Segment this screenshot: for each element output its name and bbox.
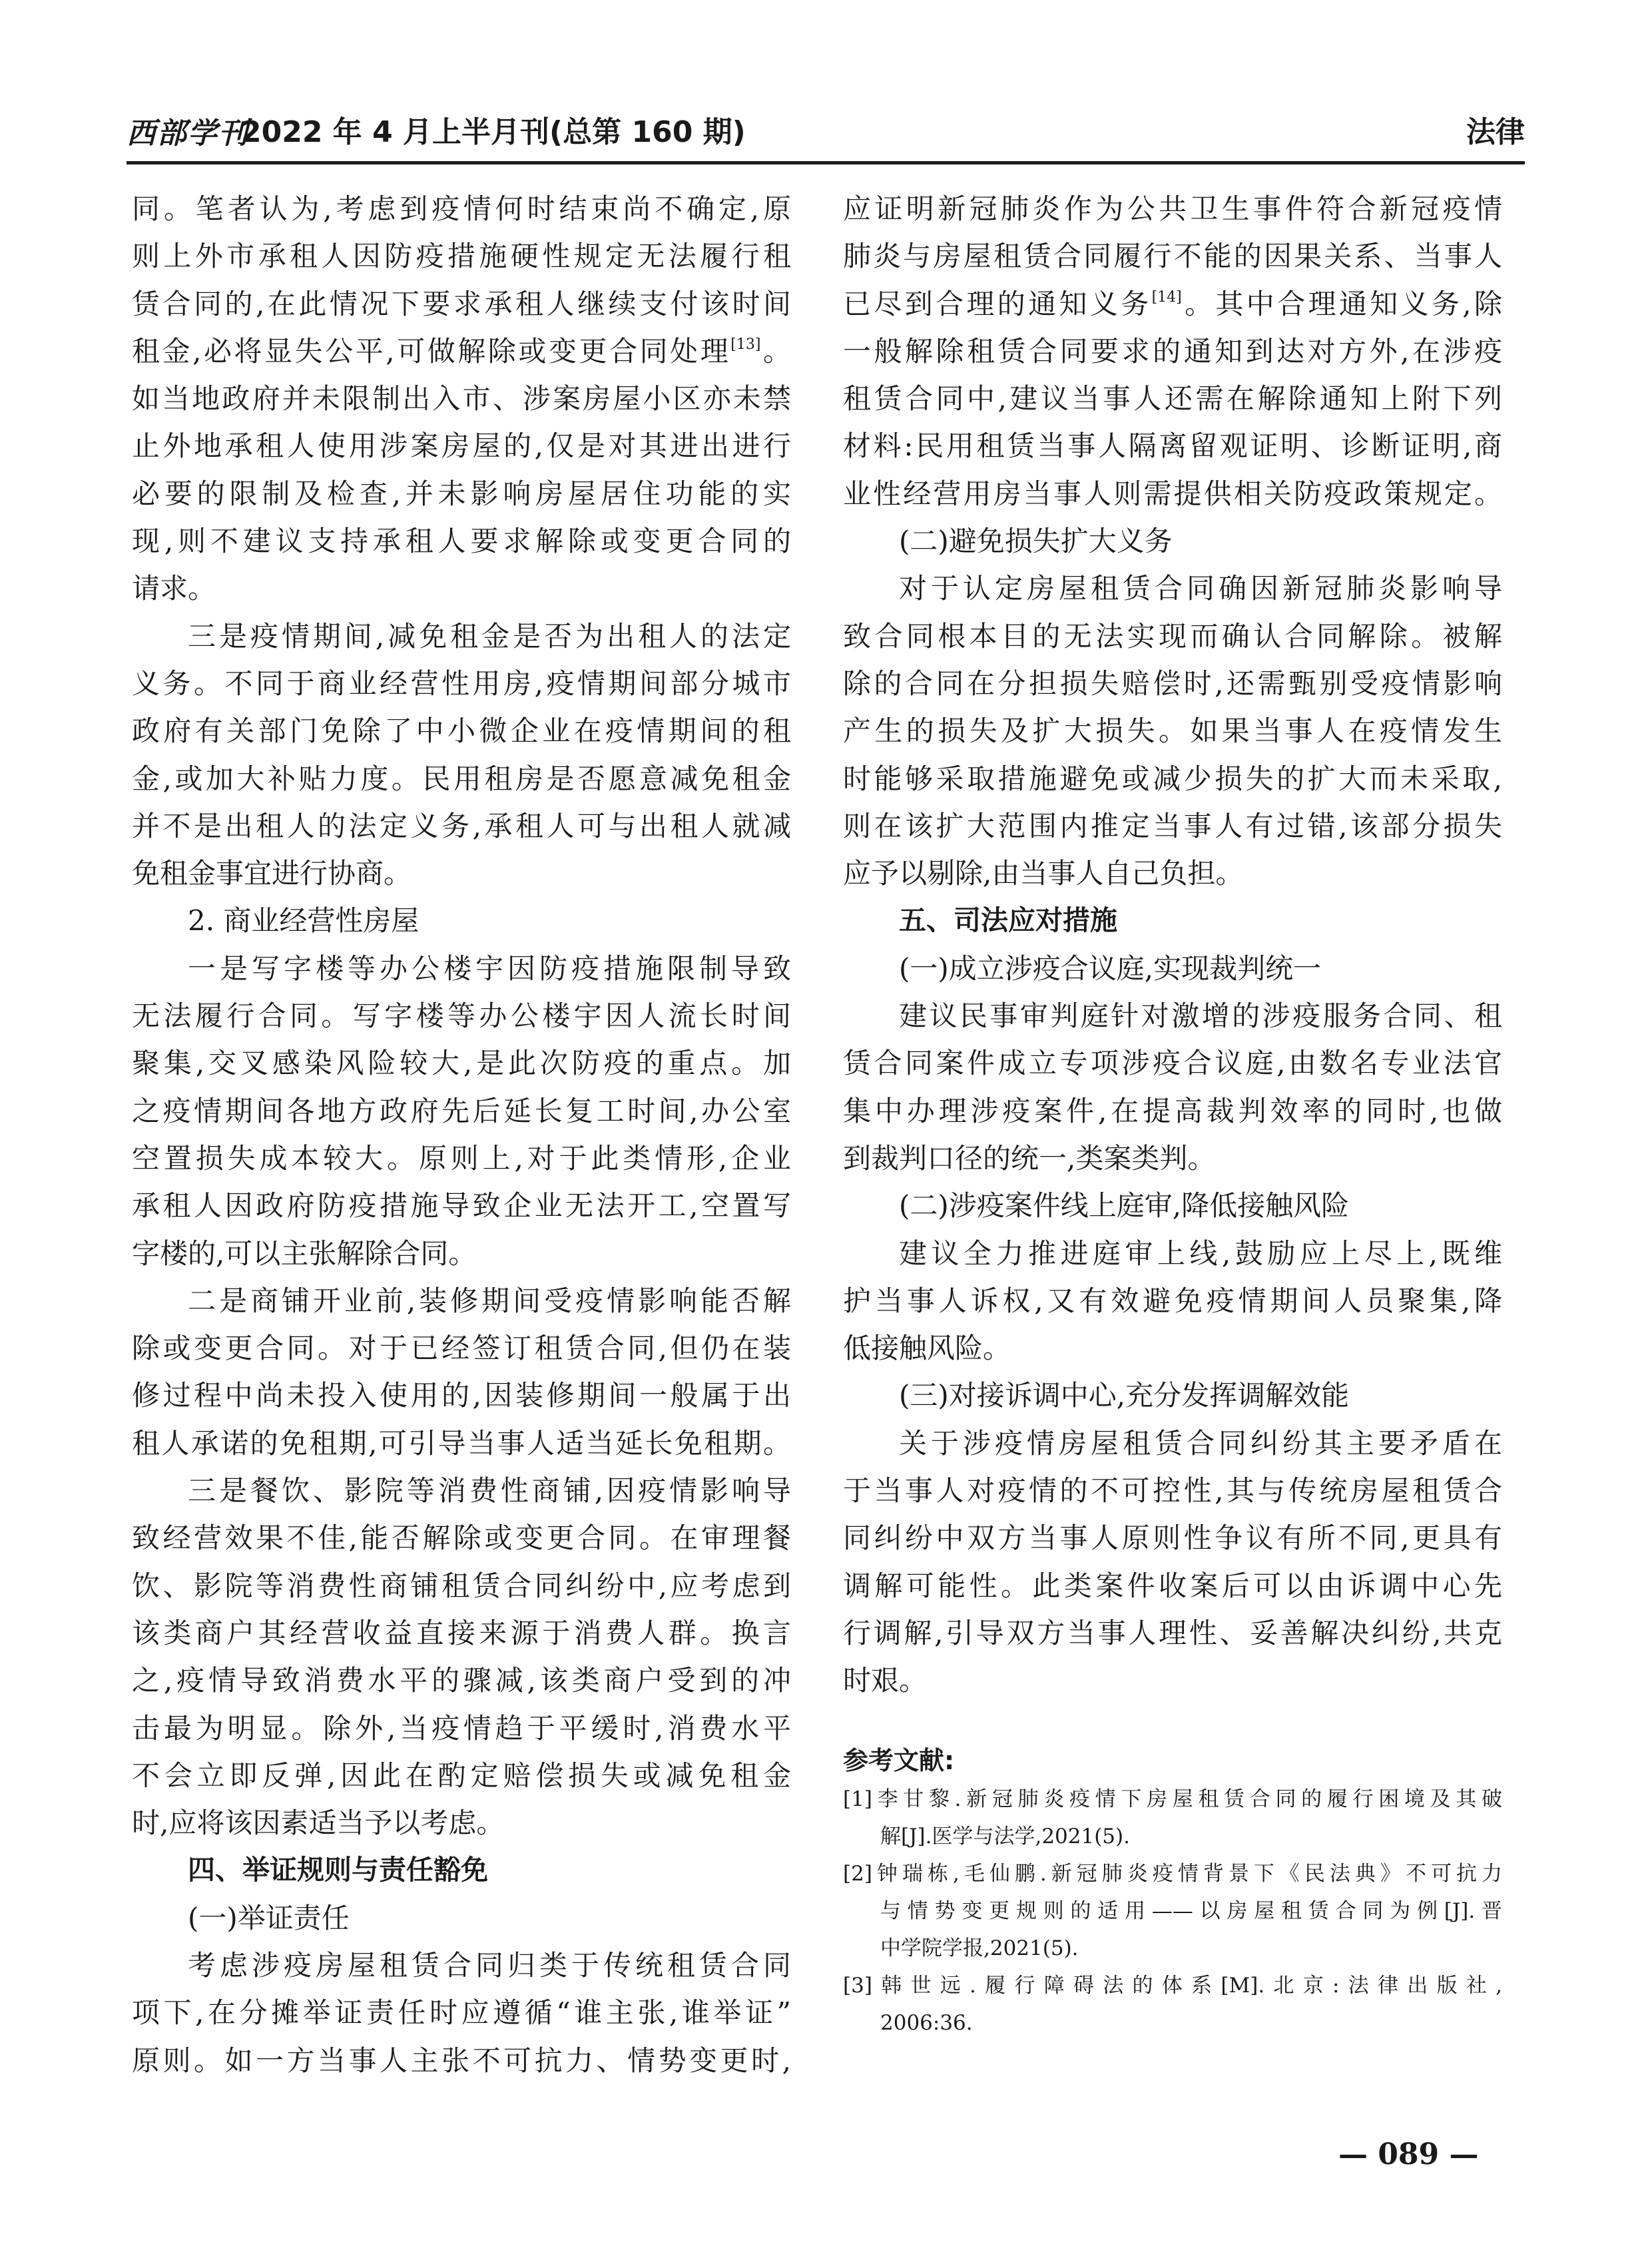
text-line: 建议民事审判庭针对激增的涉疫服务合同、租 (899, 999, 1502, 1033)
references-section (843, 1741, 1502, 2042)
text-line: 中学院学报,2021(5). (880, 1936, 1079, 1960)
text-line: 修过程中尚未投入使用的,因装修期间一般属于出 (132, 1379, 791, 1412)
citation-marker: [14] (1151, 288, 1182, 306)
citation-marker: [13] (730, 336, 761, 353)
text-line: 与情势变更规则的适用——以房屋租赁合同为例[J].晋 (880, 1899, 1502, 1923)
text-line: 承租人因政府防疫措施导致企业无法开工,空置写 (132, 1189, 791, 1223)
journal-logo: 西部学刊 (127, 117, 249, 150)
text-run: 。 (760, 334, 791, 368)
text-line: 空置损失成本较大。原则上,对于此类情形,企业 (132, 1141, 791, 1175)
text-line: 考虑涉疫房屋租赁合同归类于传统租赁合同 (188, 1948, 791, 1982)
text-line: 止外地承租人使用涉案房屋的,仅是对其进出进行 (132, 429, 791, 463)
text-line: 一是写字楼等办公楼宇因防疫措施限制导致 (188, 952, 791, 985)
text-line: 赁合同案件成立专项涉疫合议庭,由数名专业法官 (843, 1047, 1502, 1080)
text-line: 击最为明显。除外,当疫情趋于平缓时,消费水平 (132, 1711, 791, 1745)
text-line: 应予以剔除,由当事人自己负担。 (843, 857, 1244, 890)
text-line: 聚集,交叉感染风险较大,是此次防疫的重点。加 (132, 1047, 791, 1080)
text-line: 赁合同的,在此情况下要求承租人继续支付该时间 (132, 287, 791, 320)
text-line: 2006:36. (880, 2011, 973, 2035)
text-line: 之,疫情导致消费水平的骤减,该类商户受到的冲 (132, 1664, 791, 1697)
text-line: 行调解,引导双方当事人理性、妥善解决纠纷,共克 (843, 1616, 1502, 1649)
text-line: 五、司法应对措施 (899, 904, 1117, 937)
text-run: 。其中合理通知义务,除 (1181, 287, 1502, 320)
text-line: [1]李甘黎.新冠肺炎疫情下房屋租赁合同的履行困境及其破 (843, 1787, 1502, 1811)
text-line: [2]钟瑞栋,毛仙鹏.新冠肺炎疫情背景下《民法典》不可抗力 (843, 1862, 1502, 1886)
text-line: (一)举证责任 (188, 1901, 350, 1934)
text-line: 到裁判口径的统一,类案类判。 (843, 1141, 1216, 1175)
text-line: 之疫情期间各地方政府先后延长复工时间,办公室 (132, 1094, 791, 1127)
text-line: 时能够采取措施避免或减少损失的扩大而未采取, (843, 762, 1502, 795)
text-line: 解[J].医学与法学,2021(5). (880, 1824, 1130, 1848)
text-line: 义务。不同于商业经营性用房,疫情期间部分城市 (132, 667, 791, 700)
text-line: [3]韩世远.履行障碍法的体系[M].北京:法律出版社, (843, 1974, 1502, 1998)
text-line: 政府有关部门免除了中小微企业在疫情期间的租 (132, 714, 791, 748)
text-run: 已尽到合理的通知义务 (843, 287, 1152, 320)
text-line: 租人承诺的免租期,可引导当事人适当延长免租期。 (132, 1426, 791, 1460)
text-line: 如当地政府并未限制出入市、涉案房屋小区亦未禁 (132, 382, 791, 416)
text-line: 该类商户其经营收益直接来源于消费人群。换言 (132, 1616, 791, 1649)
page-header (127, 105, 1525, 156)
text-line: 时艰。 (843, 1664, 928, 1697)
text-line: 同。笔者认为,考虑到疫情何时结束尚不确定,原 (132, 192, 791, 225)
text-line: 除的合同在分担损失赔偿时,还需甄别受疫情影响 (843, 667, 1502, 700)
text-line: 肺炎与房屋租赁合同履行不能的因果关系、当事人 (843, 240, 1502, 273)
text-line: 饮、影院等消费性商铺租赁合同纠纷中,应考虑到 (132, 1569, 791, 1602)
page-number: — 089 — (1338, 2137, 1479, 2171)
text-run: 租金,必将显失公平,可做解除或变更合同处理 (132, 334, 731, 368)
text-line: 则在该扩大范围内推定当事人有过错,该部分损失 (843, 809, 1502, 842)
references-title: 参考文献: (843, 1746, 955, 1775)
text-line: 并不是出租人的法定义务,承租人可与出租人就减 (132, 809, 791, 842)
right-column (843, 185, 1502, 1705)
text-line: 建议全力推进庭审上线,鼓励应上尽上,既维 (899, 1237, 1502, 1270)
text-line: 时,应将该因素适当予以考虑。 (132, 1807, 505, 1840)
text-line: 业性经营用房当事人则需提供相关防疫政策规定。 (843, 477, 1502, 510)
text-line: 低接触风险。 (843, 1332, 1011, 1365)
text-line: (二)避免损失扩大义务 (899, 525, 1173, 558)
header-divider (127, 161, 1525, 164)
text-line: 于当事人对疫情的不可控性,其与传统房屋租赁合 (843, 1474, 1502, 1508)
text-line: 护当事人诉权,又有效避免疫情期间人员聚集,降 (843, 1284, 1502, 1317)
text-line: 租赁合同中,建议当事人还需在解除通知上附下列 (843, 382, 1502, 416)
text-line: 原则。如一方当事人主张不可抗力、情势变更时, (132, 2044, 791, 2077)
text-line: 四、举证规则与责任豁免 (188, 1854, 488, 1886)
text-line: 现,则不建议支持承租人要求解除或变更合同的 (132, 525, 791, 558)
text-line: (三)对接诉调中心,充分发挥调解效能 (899, 1379, 1350, 1412)
text-line: 产生的损失及扩大损失。如果当事人在疫情发生 (843, 714, 1502, 748)
text-line: 致合同根本目的无法实现而确认合同解除。被解 (843, 619, 1502, 653)
text-line: 关于涉疫情房屋租赁合同纠纷其主要矛盾在 (899, 1426, 1502, 1460)
text-line: 2. 商业经营性房屋 (188, 904, 419, 938)
text-line (843, 280, 1502, 328)
text-line: 集中办理涉疫案件,在提高裁判效率的同时,也做 (843, 1094, 1502, 1127)
text-line: 三是餐饮、影院等消费性商铺,因疫情影响导 (188, 1474, 791, 1508)
section-label: 法律 (1466, 115, 1525, 149)
text-line: 则上外市承租人因防疫措施硬性规定无法履行租 (132, 240, 791, 273)
text-line: 对于认定房屋租赁合同确因新冠肺炎影响导 (899, 572, 1502, 605)
text-line: 必要的限制及检查,并未影响房屋居住功能的实 (132, 477, 791, 510)
text-line: 二是商铺开业前,装修期间受疫情影响能否解 (188, 1284, 791, 1317)
text-line: 金,或加大补贴力度。民用租房是否愿意减免租金 (132, 762, 791, 795)
text-line: 不会立即反弹,因此在酌定赔偿损失或减免租金 (132, 1759, 791, 1792)
text-line (132, 328, 791, 375)
text-line: 无法履行合同。写字楼等办公楼宇因人流长时间 (132, 999, 791, 1033)
text-line: 致经营效果不佳,能否解除或变更合同。在审理餐 (132, 1522, 791, 1555)
text-line: 一般解除租赁合同要求的通知到达对方外,在涉疫 (843, 334, 1502, 368)
text-line: 除或变更合同。对于已经签订租赁合同,但仍在装 (132, 1332, 791, 1365)
text-line: 免租金事宜进行协商。 (132, 857, 412, 890)
text-line: 项下,在分摊举证责任时应遵循“谁主张,谁举证” (132, 1996, 791, 2030)
text-line: (二)涉疫案件线上庭审,降低接触风险 (899, 1189, 1350, 1223)
text-line: 应证明新冠肺炎作为公共卫生事件符合新冠疫情 (843, 192, 1502, 225)
left-column (132, 185, 791, 2084)
text-line: 材料:民用租赁当事人隔离留观证明、诊断证明,商 (843, 429, 1502, 463)
text-line: 请求。 (132, 572, 216, 605)
text-line: 同纠纷中双方当事人原则性争议有所不同,更具有 (843, 1522, 1502, 1555)
issue-info: 2022 年 4 月上半月刊(总第 160 期) (241, 115, 746, 149)
text-line: 三是疫情期间,减免租金是否为出租人的法定 (188, 619, 791, 653)
text-line: (一)成立涉疫合议庭,实现裁判统一 (899, 952, 1322, 985)
text-line: 调解可能性。此类案件收案后可以由诉调中心先 (843, 1569, 1502, 1602)
text-line: 字楼的,可以主张解除合同。 (132, 1237, 477, 1270)
